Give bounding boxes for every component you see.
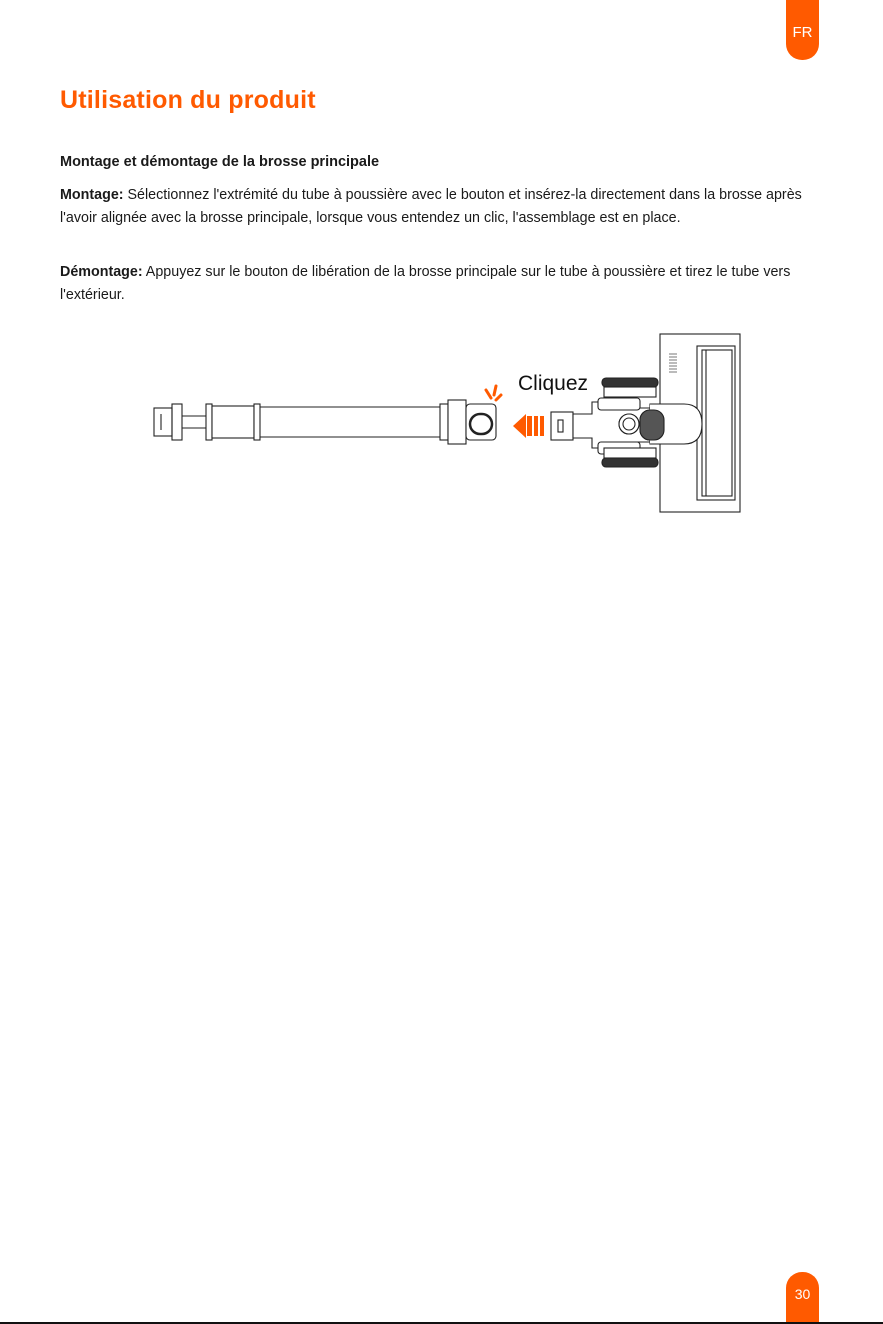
language-tab: FR bbox=[786, 0, 819, 60]
demontage-label: Démontage: bbox=[60, 264, 143, 280]
extension-tube bbox=[154, 400, 496, 444]
main-brush-head bbox=[551, 334, 740, 512]
page-title: Utilisation du produit bbox=[60, 86, 316, 114]
assembly-illustration bbox=[150, 328, 750, 518]
demontage-text: Appuyez sur le bouton de libération de la brosse principale sur le tube à poussière et tirez le tube vers l'extérieur. bbox=[60, 264, 791, 303]
montage-text: Sélectionnez l'extrémité du tube à poussière avec le bouton et insérez-la directement dans la brosse après l'avoir alignée avec la brosse principale, lorsque vous entendez un clic, l'assemblage est en place. bbox=[60, 187, 802, 226]
montage-paragraph bbox=[60, 184, 825, 230]
section-heading: Montage et démontage de la brosse principale bbox=[60, 154, 380, 170]
insert-arrow-icon bbox=[513, 414, 544, 438]
demontage-paragraph bbox=[60, 261, 825, 307]
click-label: Cliquez bbox=[518, 372, 589, 395]
montage-label: Montage: bbox=[60, 187, 124, 203]
click-spark-icon bbox=[486, 386, 501, 400]
page-number: 30 bbox=[786, 1272, 819, 1324]
